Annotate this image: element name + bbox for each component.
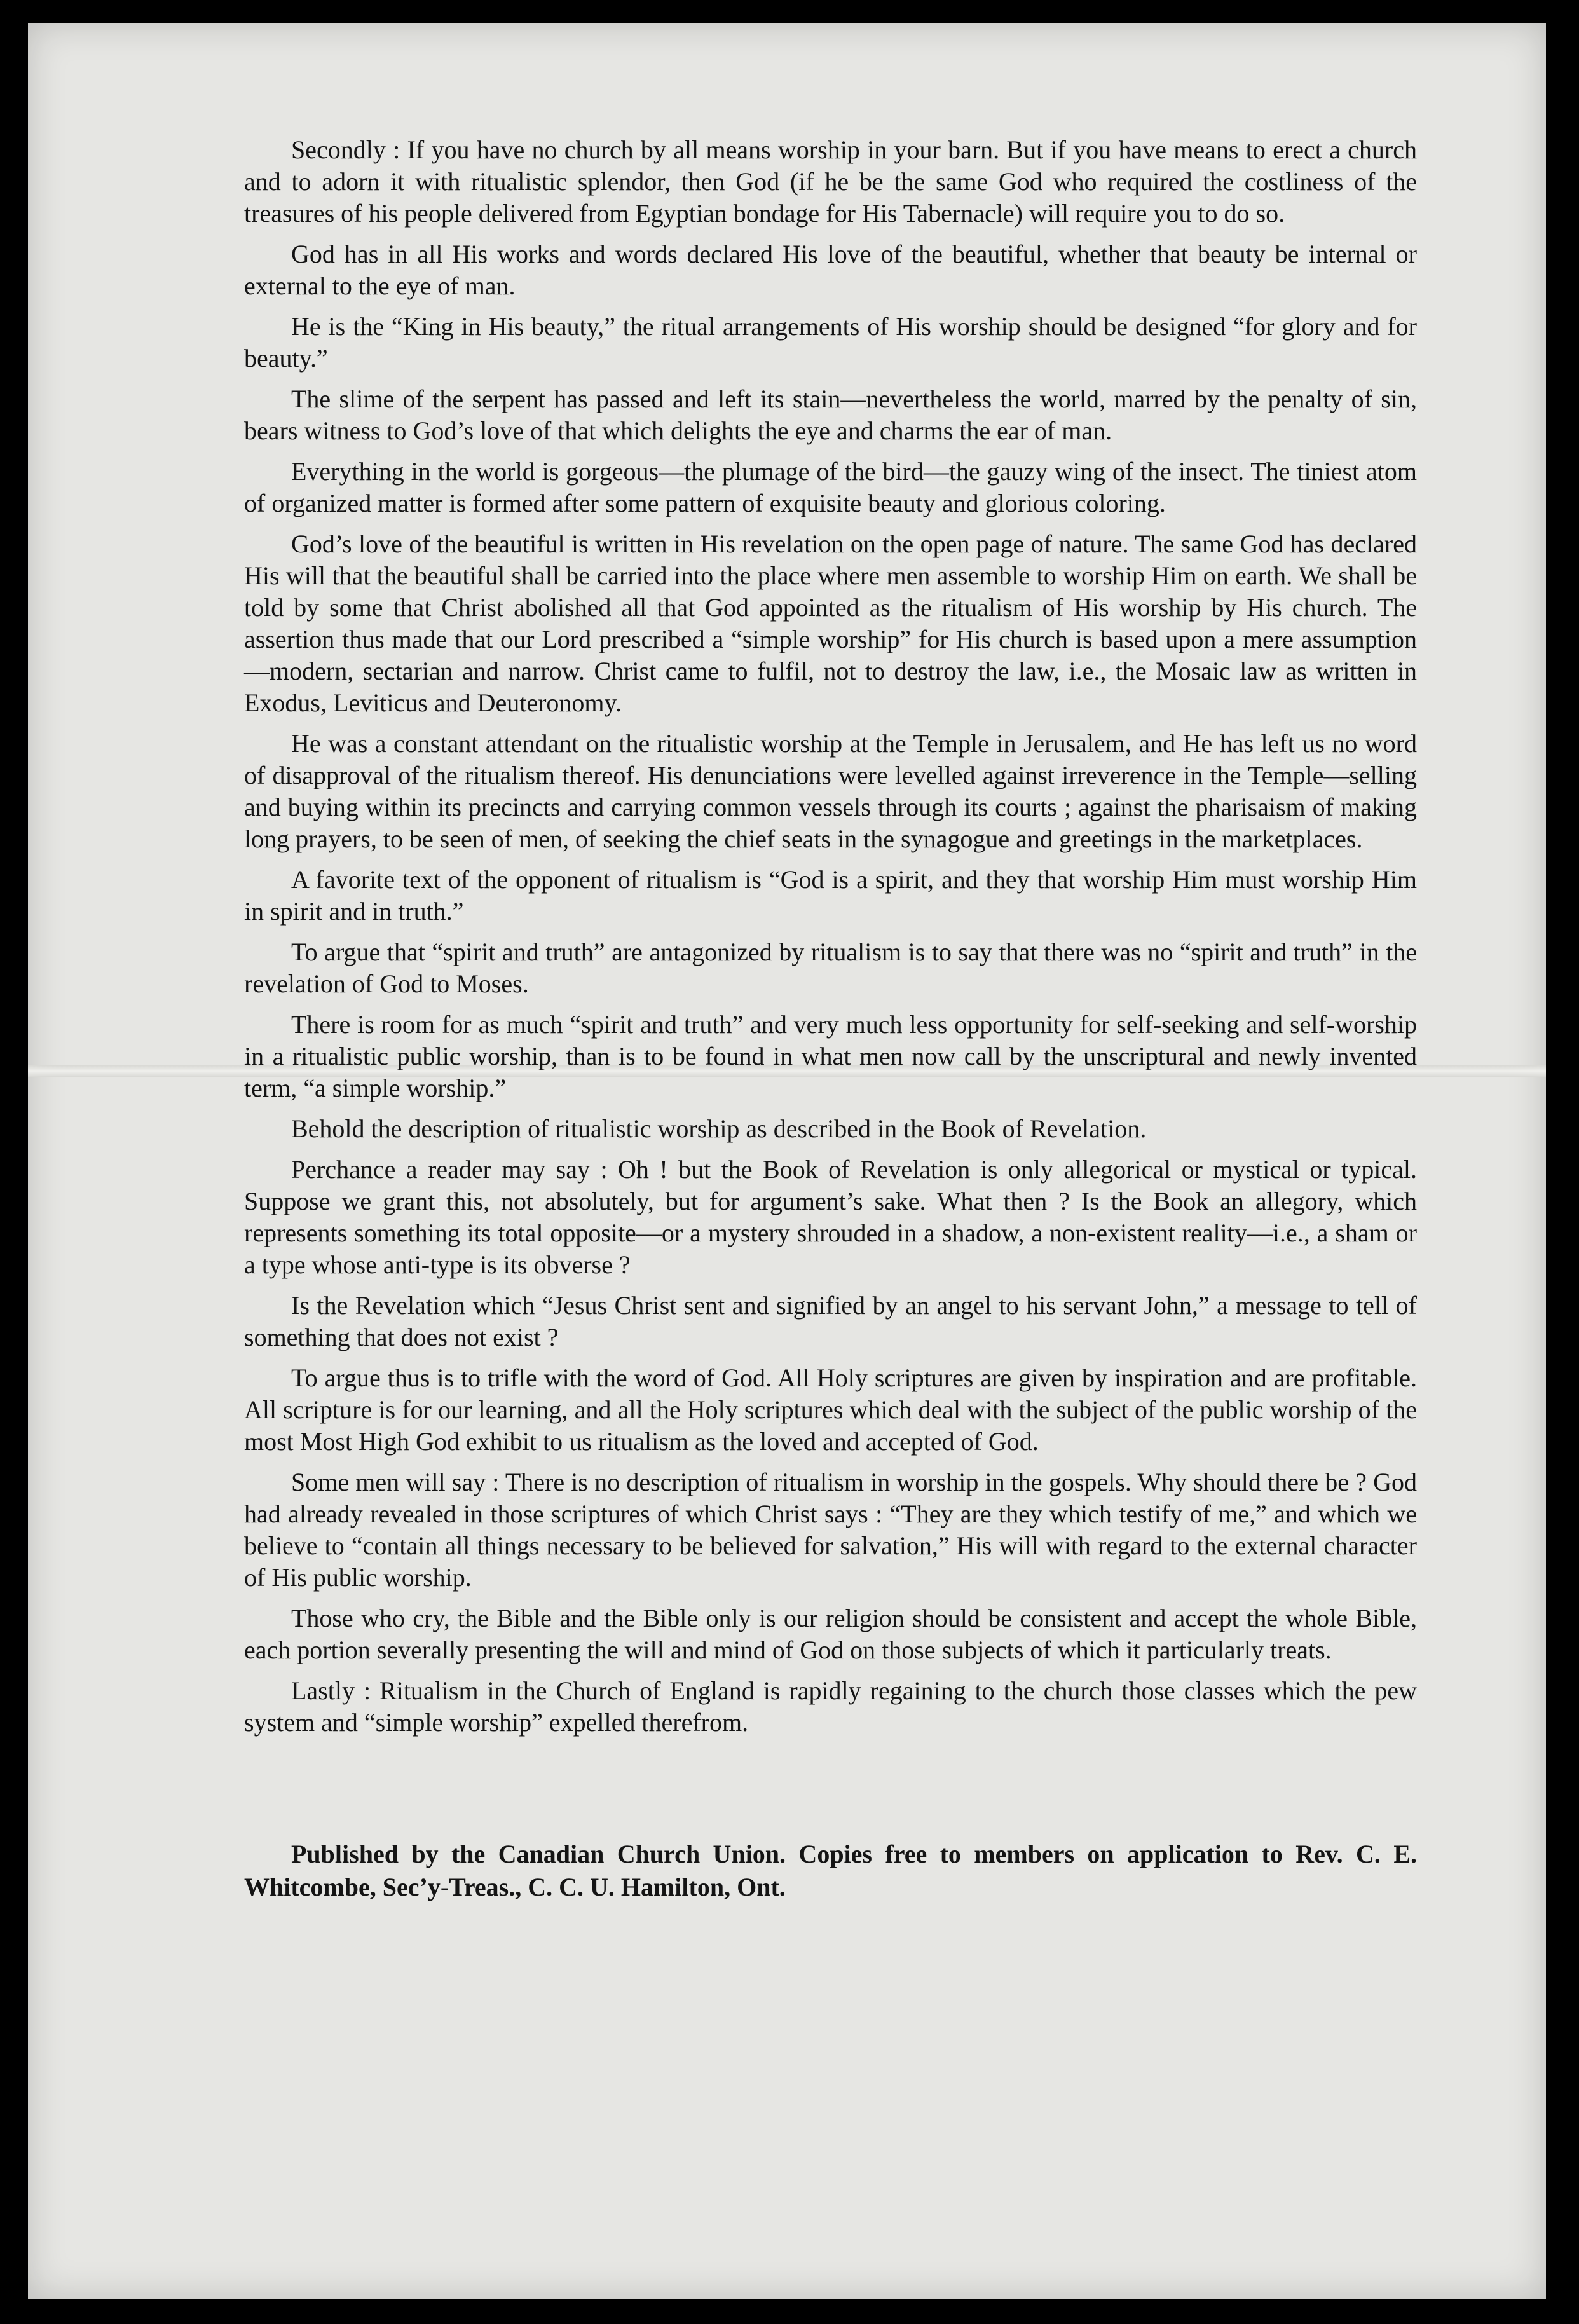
- paragraph-perchance: Perchance a reader may say : Oh ! but the Book of Revelation is only allegorical or mystical or typical. Suppose we grant this, not absolutely, but for argument’s sake. What then ? Is the Book an allegory, which represents something its total opposite—or a mystery shrouded in a shadow, a non-existent reality—i.e., a sham or a type whose anti-type is its obverse ?: [244, 1155, 1417, 1279]
- paragraph-revelation-message: Is the Revelation which “Jesus Christ sent and signified by an angel to his servant John,” a message to tell of something that does not exist ?: [244, 1291, 1417, 1351]
- paragraph-spirit-and-truth: To argue that “spirit and truth” are antagonized by ritualism is to say that there was no “spirit and truth” in the revelation of God to Moses.: [244, 938, 1417, 998]
- paragraph-trifle: To argue thus is to trifle with the word of God. All Holy scriptures are given by inspiration and are profitable. All scripture is for our learning, and all the Holy scriptures which deal with the subject of the public worship of the most Most High God exhibit to us ritualism as the loved and accepted of God.: [244, 1364, 1417, 1456]
- paragraph-serpent: The slime of the serpent has passed and left its stain—nevertheless the world, marred by the penalty of sin, bears witness to God’s love of that which delights the eye and charms the ear of man.: [244, 385, 1417, 445]
- publisher-footer: Published by the Canadian Church Union. Copies free to members on application to Rev. C. E. Whitcombe, Sec’y-Treas., C. C. U. Hamilton, Ont.: [244, 1840, 1417, 1901]
- printed-page: [28, 23, 1546, 2299]
- paragraph-room-for-spirit: There is room for as much “spirit and truth” and very much less opportunity for self-seeking and self-worship in a ritualistic public worship, than is to be found in what men now call by the unscriptural and newly invented term, “a simple worship.”: [244, 1010, 1417, 1102]
- paragraph-revelation-nature: God’s love of the beautiful is written in His revelation on the open page of nature. The same God has declared His will that the beautiful shall be carried into the place where men assemble to worship Him on earth. We shall be told by some that Christ abolished all that God appointed as the ritualism of His worship by His church. The assertion thus made that our Lord prescribed a “simple worship” for His church is based upon a mere assumption —modern, sectarian and narrow. Christ came to fulfil, not to destroy the law, i.e., the Mosaic law as written in Exodus, Leviticus and Deuteronomy.: [244, 530, 1417, 717]
- paragraph-favorite-text: A favorite text of the opponent of ritualism is “God is a spirit, and they that worship Him must worship Him in spirit and in truth.”: [244, 865, 1417, 926]
- paragraph-gorgeous-world: Everything in the world is gorgeous—the plumage of the bird—the gauzy wing of the insect. The tiniest atom of organized matter is formed after some pattern of exquisite beauty and glorious coloring.: [244, 457, 1417, 517]
- paragraph-secondly: Secondly : If you have no church by all means worship in your barn. But if you have means to erect a church and to adorn it with ritualistic splendor, then God (if he be the same God who required the costliness of the treasures of his people delivered from Egyptian bondage for His Tabernacle) will require you to do so.: [244, 135, 1417, 228]
- paragraph-king-in-beauty: He is the “King in His beauty,” the ritual arrangements of His worship should be designed “for glory and for beauty.”: [244, 312, 1417, 373]
- paragraph-behold: Behold the description of ritualistic worship as described in the Book of Revelation.: [291, 1114, 1147, 1143]
- paragraph-lastly: Lastly : Ritualism in the Church of England is rapidly regaining to the church those classes which the pew system and “simple worship” expelled therefrom.: [244, 1676, 1417, 1737]
- paragraph-whole-bible: Those who cry, the Bible and the Bible only is our religion should be consistent and accept the whole Bible, each portion severally presenting the will and mind of God on those subjects of which it particularly treats.: [244, 1604, 1417, 1664]
- paragraph-love-of-beautiful: God has in all His works and words declared His love of the beautiful, whether that beauty be internal or external to the eye of man.: [244, 240, 1417, 300]
- body-text: [244, 134, 1417, 1747]
- paragraph-some-men: Some men will say : There is no description of ritualism in worship in the gospels. Why should there be ? God had already revealed in those scriptures of which Christ says : “They are they which testify of me,” and which we believe to “contain all things necessary to be believed for salvation,” His will with regard to the external character of His public worship.: [244, 1468, 1417, 1592]
- paragraph-temple-attendant: He was a constant attendant on the ritualistic worship at the Temple in Jerusalem, and He has left us no word of disapproval of the ritualism thereof. His denunciations were levelled against irreverence in the Temple—selling and buying within its precincts and carrying common vessels through its courts ; against the pharisaism of making long prayers, to be seen of men, of seeking the chief seats in the synagogue and greetings in the marketplaces.: [244, 729, 1417, 853]
